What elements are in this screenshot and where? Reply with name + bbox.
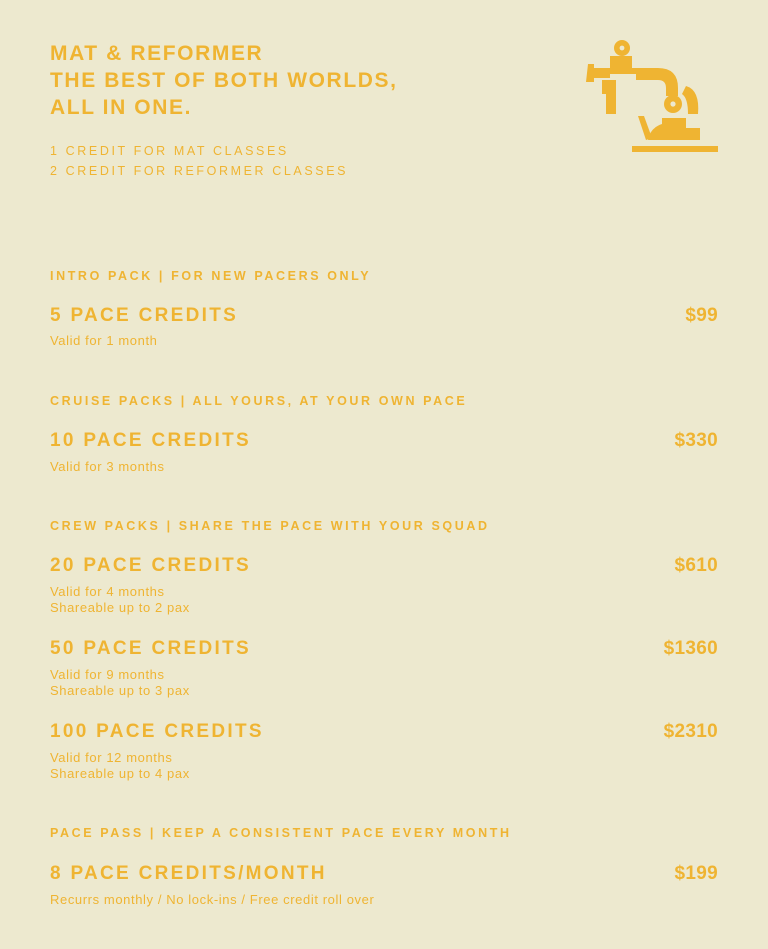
credit-rule-reformer: 2 CREDIT FOR REFORMER CLASSES bbox=[50, 164, 349, 178]
title-line-3: ALL IN ONE. bbox=[50, 96, 193, 119]
credit-rules bbox=[50, 141, 348, 181]
section-label-pace-pass: PACE PASS | KEEP A CONSISTENT PACE EVERY MONTH bbox=[50, 826, 512, 840]
package-price-100-credits: $2310 bbox=[663, 721, 718, 742]
package-price-20-credits: $610 bbox=[674, 555, 718, 576]
package-name-20-credits: 20 PACE CREDITS bbox=[50, 555, 251, 576]
pilates-figures-icon bbox=[582, 38, 722, 158]
title-line-2: THE BEST OF BOTH WORLDS, bbox=[50, 69, 398, 92]
package-name-5-credits: 5 PACE CREDITS bbox=[50, 305, 239, 326]
title-line-1: MAT & REFORMER bbox=[50, 42, 264, 65]
package-price-10-credits: $330 bbox=[674, 430, 718, 451]
package-price-50-credits: $1360 bbox=[663, 638, 718, 659]
package-share-limit: Shareable up to 2 pax bbox=[50, 600, 190, 615]
package-name-100-credits: 100 PACE CREDITS bbox=[50, 721, 264, 742]
package-share-limit: Shareable up to 4 pax bbox=[50, 766, 190, 781]
section-label-cruise-packs: CRUISE PACKS | ALL YOURS, AT YOUR OWN PACE bbox=[50, 394, 468, 408]
package-validity: Valid for 12 months bbox=[50, 750, 173, 765]
page-title bbox=[50, 40, 398, 121]
package-validity: Valid for 4 months bbox=[50, 584, 165, 599]
package-validity: Valid for 1 month bbox=[50, 333, 158, 348]
package-terms: Recurrs monthly / No lock-ins / Free credit roll over bbox=[50, 892, 375, 907]
package-name-50-credits: 50 PACE CREDITS bbox=[50, 638, 251, 659]
package-price-monthly-pass: $199 bbox=[674, 863, 718, 884]
package-validity: Valid for 3 months bbox=[50, 459, 165, 474]
credit-rule-mat: 1 CREDIT FOR MAT CLASSES bbox=[50, 144, 289, 158]
package-name-10-credits: 10 PACE CREDITS bbox=[50, 430, 251, 451]
section-label-intro-pack: INTRO PACK | FOR NEW PACERS ONLY bbox=[50, 269, 372, 283]
package-name-monthly-pass: 8 PACE CREDITS/MONTH bbox=[50, 863, 327, 884]
section-label-crew-packs: CREW PACKS | SHARE THE PACE WITH YOUR SQUAD bbox=[50, 519, 490, 533]
package-share-limit: Shareable up to 3 pax bbox=[50, 683, 190, 698]
package-price-5-credits: $99 bbox=[685, 305, 718, 326]
package-validity: Valid for 9 months bbox=[50, 667, 165, 682]
